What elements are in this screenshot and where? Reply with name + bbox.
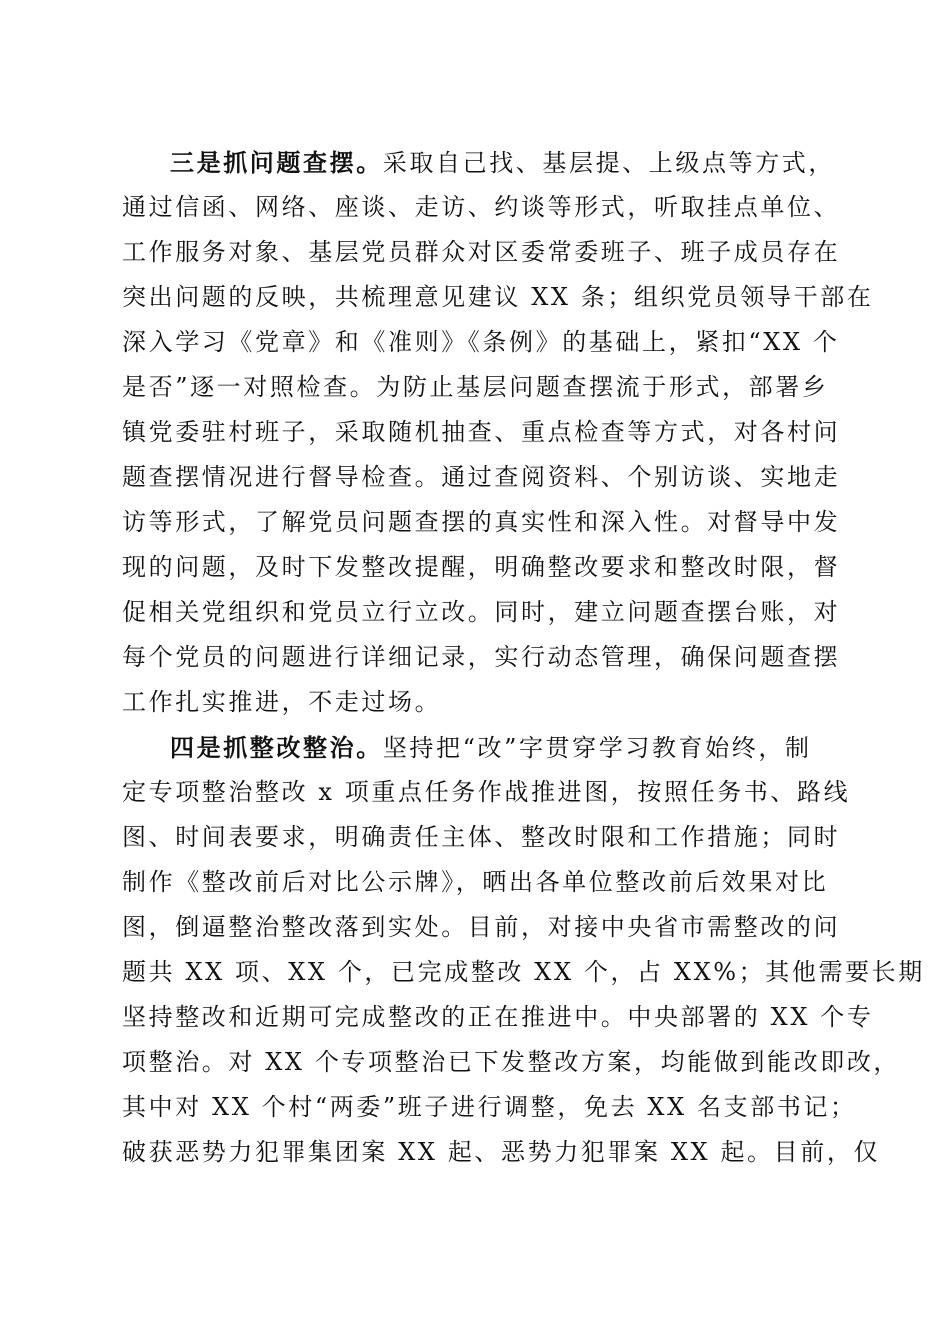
paragraph-line: 坚持整改和近期可完成整改的正在推进中。中央部署的 XX 个专: [122, 1003, 874, 1031]
paragraph-line: 工作扎实推进，不走过场。: [122, 688, 442, 716]
paragraph-first-line: [170, 725, 822, 770]
paragraph-line: 定专项整治整改 x 项重点任务作战推进图，按照任务书、路线: [122, 778, 851, 806]
paragraph-line: 图，倒逼整治整改落到实处。目前，对接中央省市需整改的问: [122, 913, 841, 941]
paragraph-line: 镇党委驻村班子，采取随机抽查、重点检查等方式，对各村问: [122, 418, 841, 446]
paragraph-line: 其中对 XX 个村“两委”班子进行调整，免去 XX 名支部书记；: [122, 1093, 857, 1121]
paragraph-line: 破获恶势力犯罪集团案 XX 起、恶势力犯罪案 XX 起。目前，仅: [122, 1138, 881, 1166]
paragraph-heading: 四是抓整改整治。: [170, 733, 383, 762]
paragraph-text: 采取自己找、基层提、上级点等方式，: [382, 149, 836, 177]
paragraph-line: 是否”逐一对照检查。为防止基层问题查摆流于形式，部署乡: [122, 373, 829, 401]
paragraph-line: 现的问题，及时下发整改提醒，明确整改要求和整改时限，督: [122, 553, 841, 581]
paragraph-line: 通过信函、网络、座谈、走访、约谈等形式，听取挂点单位、: [122, 193, 841, 221]
paragraph-line: 题共 XX 项、XX 个，已完成整改 XX 个，占 XX%；其他需要长期: [122, 958, 925, 986]
paragraph-line: 促相关党组织和党员立行立改。同时，建立问题查摆台账，对: [122, 598, 841, 626]
document-body: [122, 140, 925, 1175]
paragraph-line: 项整治。对 XX 个专项整治已下发整改方案，均能做到能改即改，: [122, 1048, 901, 1076]
paragraph-line: 题查摆情况进行督导检查。通过查阅资料、个别访谈、实地走: [122, 463, 841, 491]
paragraph-first-line: [170, 140, 836, 185]
paragraph-problem-checking: [122, 140, 874, 725]
paragraph-text: 坚持把“改”字贯穿学习教育始终，制: [382, 734, 812, 762]
paragraph-line: 制作《整改前后对比公示牌》，晒出各单位整改前后效果对比: [122, 868, 829, 896]
paragraph-line: 工作服务对象、基层党员群众对区委常委班子、班子成员存在: [122, 238, 841, 266]
paragraph-line: 每个党员的问题进行详细记录，实行动态管理，确保问题查摆: [122, 643, 841, 671]
paragraph-line: 突出问题的反映，共梳理意见建议 XX 条；组织党员领导干部在: [122, 283, 874, 311]
paragraph-line: 图、时间表要求，明确责任主体、整改时限和工作措施；同时: [122, 823, 841, 851]
paragraph-heading: 三是抓问题查摆。: [170, 148, 383, 177]
paragraph-line: 深入学习《党章》和《准则》《条例》的基础上，紧扣“XX 个: [122, 328, 840, 356]
paragraph-line: 访等形式，了解党员问题查摆的真实性和深入性。对督导中发: [122, 508, 841, 536]
paragraph-rectification: [122, 725, 925, 1175]
